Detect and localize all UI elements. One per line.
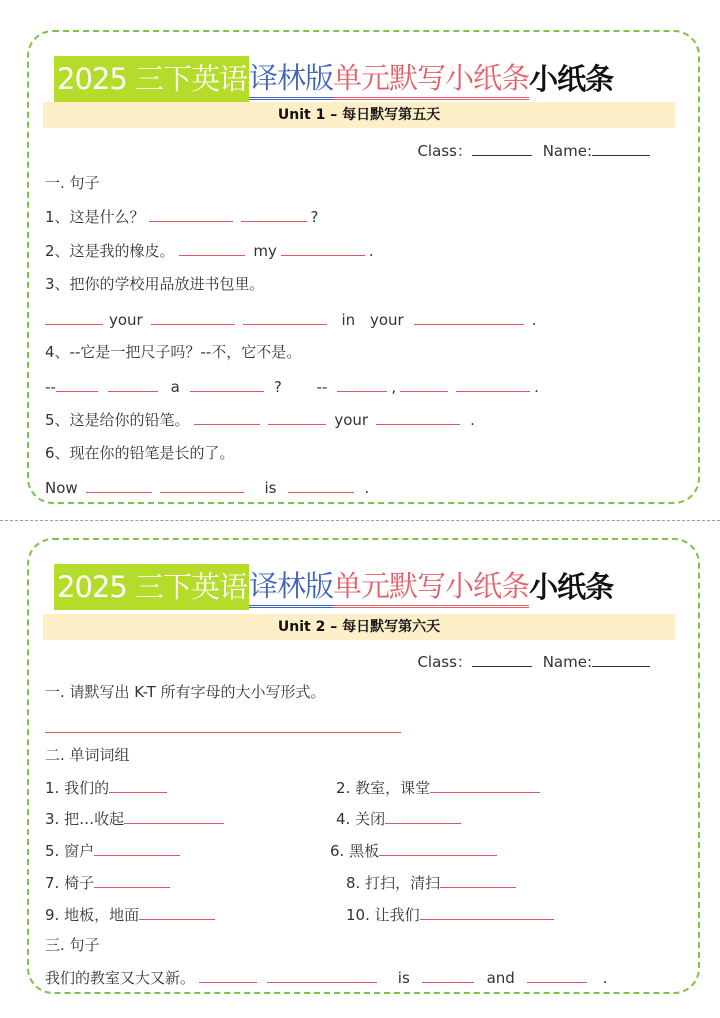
unit-banner: Unit 2 – 每日默写第六天 (43, 614, 675, 640)
answer-blank[interactable] (151, 308, 235, 325)
answer-blank[interactable] (194, 408, 260, 425)
answer-blank[interactable] (414, 308, 524, 325)
word-prompt: 6. 黑板 (330, 842, 380, 860)
dash: -- (316, 378, 328, 396)
word-prompt: 4. 关闭 (336, 810, 386, 828)
question-text: 2、这是我的橡皮。 (45, 242, 175, 260)
section-heading: 一. 请默写出 K-T 所有字母的大小写形式。 (45, 683, 326, 701)
title-note: 小纸条 (529, 570, 614, 604)
answer-blank[interactable] (94, 871, 170, 888)
answer-blank[interactable] (379, 839, 497, 856)
name-blank[interactable] (592, 650, 650, 667)
question-5 (45, 408, 475, 430)
question-2 (45, 239, 374, 261)
answer-blank[interactable] (527, 966, 587, 983)
class-blank[interactable] (472, 139, 532, 156)
class-blank[interactable] (472, 650, 532, 667)
answer-blank[interactable] (288, 476, 354, 493)
section-heading: 三. 句子 (45, 936, 100, 954)
title-edition: 译林版 (249, 59, 333, 100)
title-edition: 译林版 (249, 567, 333, 608)
word-item (45, 807, 224, 829)
question-6-answer (45, 476, 369, 497)
class-label: Class： (417, 653, 472, 671)
answer-blank[interactable] (94, 839, 180, 856)
word: and (486, 969, 515, 987)
answer-blank[interactable] (440, 871, 516, 888)
word: your (369, 311, 404, 329)
answer-blank[interactable] (109, 776, 167, 793)
word-prompt: 2. 教室，课堂 (336, 779, 431, 797)
unit-banner: Unit 1 – 每日默写第五天 (43, 102, 675, 128)
answer-blank[interactable] (45, 716, 401, 733)
sentence-1 (45, 966, 608, 988)
punctuation: . (602, 969, 608, 987)
answer-blank[interactable] (241, 205, 307, 222)
title-year-grade: 2025 三下英语 (54, 564, 249, 610)
word-item (336, 776, 540, 798)
answer-blank[interactable] (108, 375, 158, 392)
word: is (264, 479, 277, 497)
punctuation: ? (310, 208, 319, 226)
answer-blank[interactable] (139, 903, 215, 920)
answer-blank[interactable] (190, 375, 264, 392)
question-text: 1、这是什么？ (45, 208, 145, 226)
answer-blank[interactable] (267, 966, 377, 983)
worksheet-title (54, 56, 613, 102)
section-heading: 二. 单词词组 (45, 746, 130, 764)
punctuation: . (534, 378, 539, 396)
sentence-text: 我们的教室又大又新。 (45, 969, 196, 987)
section-heading: 一. 句子 (45, 174, 100, 192)
word-prompt: 7. 椅子 (45, 874, 95, 892)
letters-answer-line (45, 716, 401, 737)
name-label: Name: (542, 142, 592, 160)
word-item (336, 807, 461, 829)
word-item (346, 871, 516, 893)
class-label: Class： (417, 142, 472, 160)
word-item (45, 839, 180, 861)
punctuation: . (364, 479, 370, 497)
answer-blank[interactable] (268, 408, 326, 425)
word-prompt: 1. 我们的 (45, 779, 110, 797)
answer-blank[interactable] (149, 205, 233, 222)
answer-blank[interactable] (243, 308, 327, 325)
word-prompt: 3. 把…收起 (45, 810, 125, 828)
word: in (341, 311, 356, 329)
question-6: 6、现在你的铅笔是长的了。 (45, 444, 235, 462)
word-prompt: 10. 让我们 (346, 906, 420, 924)
class-name-fields (417, 650, 650, 672)
word: my (253, 242, 277, 260)
word: a (170, 378, 180, 396)
answer-blank[interactable] (86, 476, 152, 493)
worksheet-card-2 (27, 538, 700, 994)
punctuation: . (368, 242, 374, 260)
answer-blank[interactable] (160, 476, 244, 493)
word-prompt: 9. 地板，地面 (45, 906, 140, 924)
answer-blank[interactable] (420, 903, 554, 920)
title-unit-dictation: 单元默写小纸条 (333, 59, 529, 100)
answer-blank[interactable] (199, 966, 257, 983)
title-unit-dictation: 单元默写小纸条 (333, 567, 529, 608)
title-note: 小纸条 (529, 62, 614, 96)
word-prompt: 5. 窗户 (45, 842, 95, 860)
word-item (346, 903, 554, 925)
word-item (45, 903, 215, 925)
class-name-fields (417, 139, 650, 161)
answer-blank[interactable] (281, 239, 365, 256)
punctuation: . (531, 311, 537, 329)
question-text: 5、这是给你的铅笔。 (45, 411, 190, 429)
answer-blank[interactable] (422, 966, 474, 983)
answer-blank[interactable] (56, 375, 98, 392)
answer-blank[interactable] (456, 375, 530, 392)
question-3-answer (45, 308, 537, 329)
answer-blank[interactable] (376, 408, 460, 425)
punctuation: ? (273, 378, 282, 396)
name-blank[interactable] (592, 139, 650, 156)
word: your (334, 411, 369, 429)
dash: -- (45, 378, 56, 396)
word-item (330, 839, 497, 861)
question-3: 3、把你的学校用品放进书包里。 (45, 275, 265, 293)
answer-blank[interactable] (430, 776, 540, 793)
name-label: Name: (542, 653, 592, 671)
worksheet-card-1 (27, 30, 700, 504)
answer-blank[interactable] (124, 807, 224, 824)
answer-blank[interactable] (400, 375, 448, 392)
worksheet-title (54, 564, 613, 610)
answer-blank[interactable] (179, 239, 245, 256)
title-year-grade: 2025 三下英语 (54, 56, 249, 102)
question-1 (45, 205, 319, 227)
cut-line-divider (0, 520, 720, 521)
question-4: 4、--它是一把尺子吗？--不，它不是。 (45, 343, 302, 361)
word: your (109, 311, 143, 329)
word-item (45, 871, 170, 893)
punctuation: , (391, 378, 397, 396)
word-item (45, 776, 167, 798)
answer-blank[interactable] (337, 375, 387, 392)
question-4-answer (45, 375, 539, 396)
word: is (397, 969, 410, 987)
answer-blank[interactable] (45, 308, 103, 325)
word-prompt: 8. 打扫，清扫 (346, 874, 441, 892)
answer-blank[interactable] (385, 807, 461, 824)
punctuation: . (470, 411, 475, 429)
word: Now (45, 479, 78, 497)
